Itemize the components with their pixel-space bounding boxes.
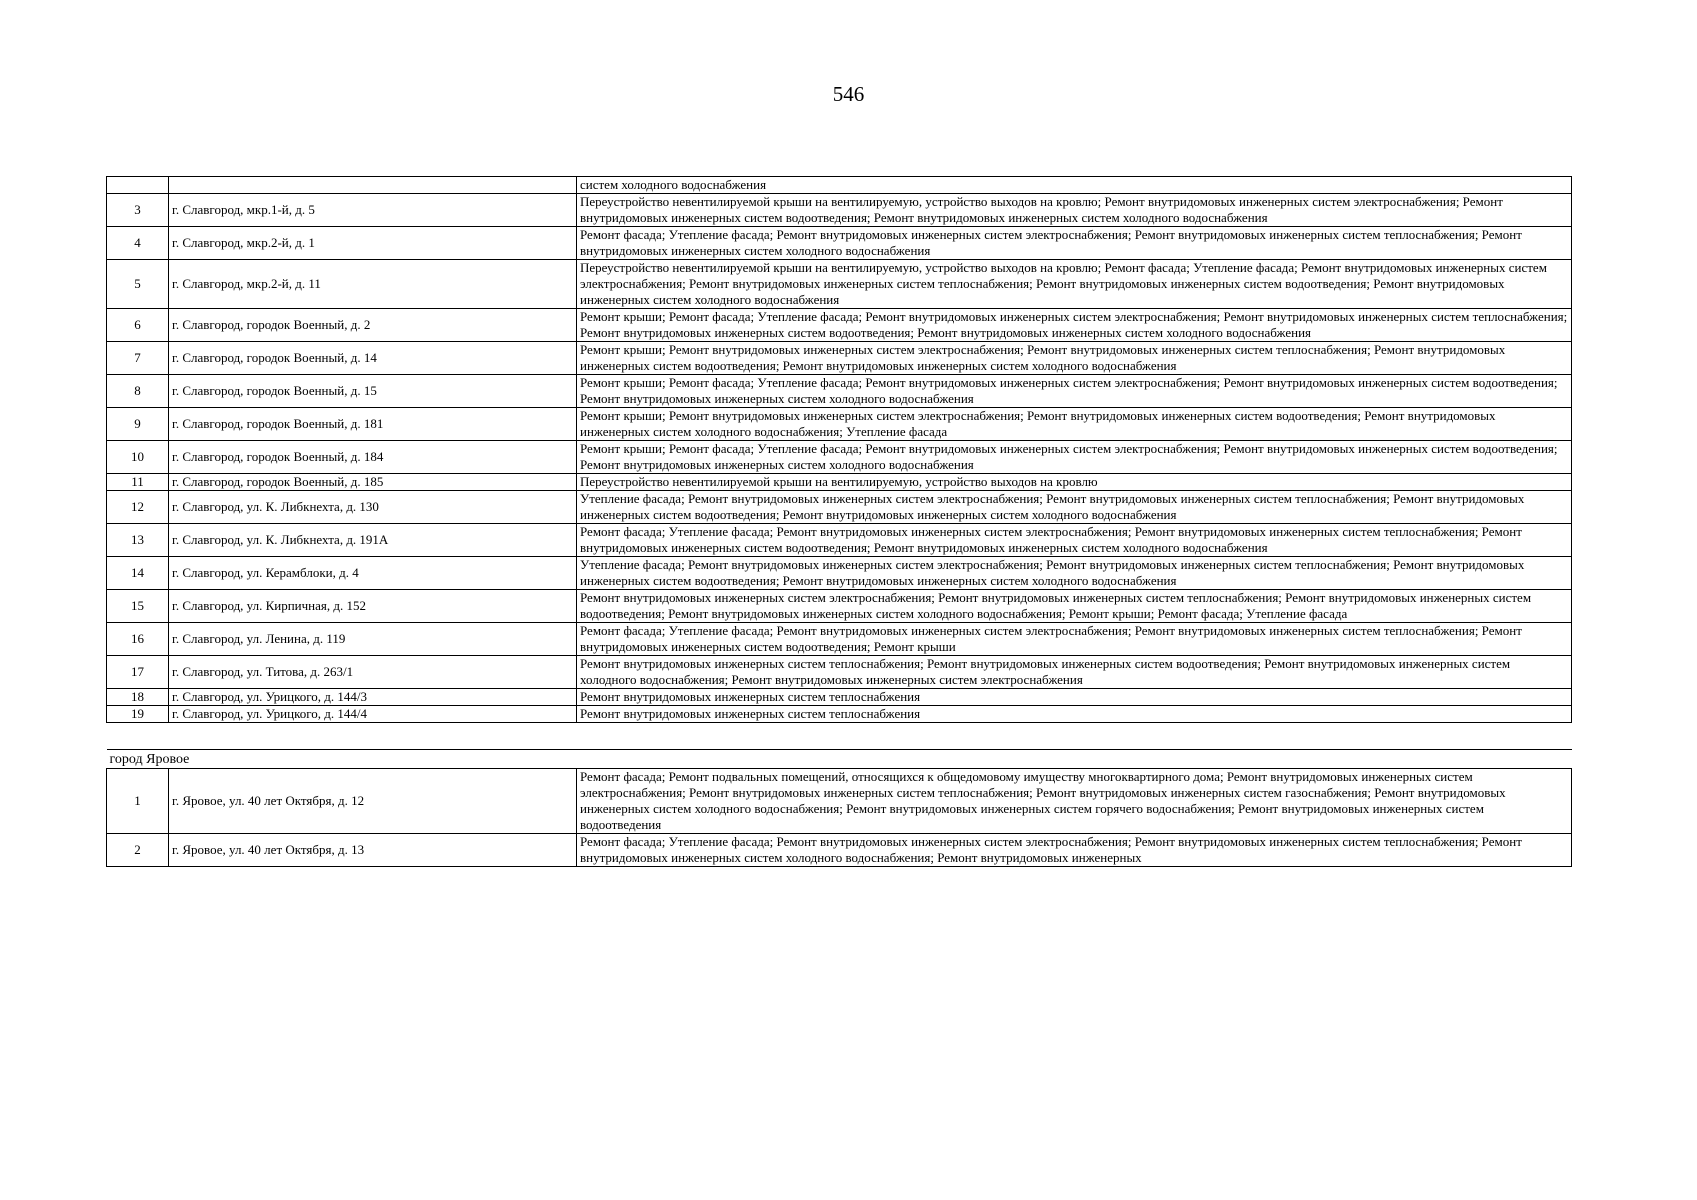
works-cell: Ремонт фасада; Утепление фасада; Ремонт внутридомовых инженерных систем электроснабжения; Ремонт внутридомовых инженерных систем теплоснабжения; Ремонт внутридомовых инженерных систем водоотведения; Ремонт внутридомовых инженерных систем холодного водоснабжения bbox=[577, 524, 1572, 557]
repair-works-table bbox=[106, 176, 1572, 867]
table-row bbox=[107, 474, 1572, 491]
address-cell: г. Славгород, ул. Урицкого, д. 144/4 bbox=[169, 706, 577, 723]
works-cell: Ремонт внутридомовых инженерных систем теплоснабжения bbox=[577, 706, 1572, 723]
table-row bbox=[107, 590, 1572, 623]
works-cell: Ремонт крыши; Ремонт внутридомовых инженерных систем электроснабжения; Ремонт внутридомовых инженерных систем теплоснабжения; Ремонт внутридомовых инженерных систем водоотведения; Ремонт внутридомовых инженерных систем холодного водоснабжения bbox=[577, 342, 1572, 375]
table-row bbox=[107, 769, 1572, 834]
address-cell: г. Славгород, мкр.2-й, д. 11 bbox=[169, 260, 577, 309]
address-cell bbox=[169, 177, 577, 194]
works-cell: Ремонт фасада; Утепление фасада; Ремонт внутридомовых инженерных систем электроснабжения; Ремонт внутридомовых инженерных систем теплоснабжения; Ремонт внутридомовых инженерных систем холодного водоснабжения bbox=[577, 227, 1572, 260]
works-cell: Ремонт фасада; Утепление фасада; Ремонт внутридомовых инженерных систем электроснабжения; Ремонт внутридомовых инженерных систем теплоснабжения; Ремонт внутридомовых инженерных систем холодного водоснабжения; Ремонт внутридомовых инженерных bbox=[577, 834, 1572, 867]
address-cell: г. Яровое, ул. 40 лет Октября, д. 12 bbox=[169, 769, 577, 834]
table-row bbox=[107, 623, 1572, 656]
table-row bbox=[107, 408, 1572, 441]
row-number-cell: 5 bbox=[107, 260, 169, 309]
works-cell: Ремонт крыши; Ремонт внутридомовых инженерных систем электроснабжения; Ремонт внутридомовых инженерных систем водоотведения; Ремонт внутридомовых инженерных систем холодного водоснабжения; Утепление фасада bbox=[577, 408, 1572, 441]
works-cell: Утепление фасада; Ремонт внутридомовых инженерных систем электроснабжения; Ремонт внутридомовых инженерных систем теплоснабжения; Ремонт внутридомовых инженерных систем водоотведения; Ремонт внутридомовых инженерных систем холодного водоснабжения bbox=[577, 557, 1572, 590]
works-cell: Ремонт внутридомовых инженерных систем теплоснабжения bbox=[577, 689, 1572, 706]
row-number-cell: 17 bbox=[107, 656, 169, 689]
works-cell: Ремонт крыши; Ремонт фасада; Утепление фасада; Ремонт внутридомовых инженерных систем электроснабжения; Ремонт внутридомовых инженерных систем водоотведения; Ремонт внутридомовых инженерных систем холодного водоснабжения bbox=[577, 375, 1572, 408]
row-number-cell: 7 bbox=[107, 342, 169, 375]
table-row bbox=[107, 260, 1572, 309]
row-number-cell: 6 bbox=[107, 309, 169, 342]
page-number: 546 bbox=[832, 82, 865, 106]
works-cell: Ремонт фасада; Утепление фасада; Ремонт внутридомовых инженерных систем электроснабжения; Ремонт внутридомовых инженерных систем теплоснабжения; Ремонт внутридомовых инженерных систем водоотведения; Ремонт крыши bbox=[577, 623, 1572, 656]
section-gap-cell bbox=[107, 723, 1572, 750]
row-number-cell: 19 bbox=[107, 706, 169, 723]
row-number-cell: 13 bbox=[107, 524, 169, 557]
table-row bbox=[107, 524, 1572, 557]
address-cell: г. Славгород, ул. К. Либкнехта, д. 191А bbox=[169, 524, 577, 557]
table-row bbox=[107, 375, 1572, 408]
row-number-cell: 9 bbox=[107, 408, 169, 441]
table-row bbox=[107, 309, 1572, 342]
table-row bbox=[107, 491, 1572, 524]
table-row bbox=[107, 656, 1572, 689]
row-number-cell: 8 bbox=[107, 375, 169, 408]
row-number-cell: 15 bbox=[107, 590, 169, 623]
address-cell: г. Славгород, ул. Ленина, д. 119 bbox=[169, 623, 577, 656]
address-cell: г. Славгород, ул. Керамблоки, д. 4 bbox=[169, 557, 577, 590]
address-cell: г. Славгород, ул. Титова, д. 263/1 bbox=[169, 656, 577, 689]
works-cell: Ремонт фасада; Ремонт подвальных помещений, относящихся к общедомовому имуществу многоквартирного дома; Ремонт внутридомовых инженерных систем электроснабжения; Ремонт внутридомовых инженерных систем теплоснабжения; Ремонт внутридомовых инженерных систем газоснабжения; Ремонт внутридомовых инженерных систем холодного водоснабжения; Ремонт внутридомовых инженерных систем горячего водоснабжения; Ремонт внутридомовых инженерных систем водоотведения bbox=[577, 769, 1572, 834]
address-cell: г. Славгород, городок Военный, д. 14 bbox=[169, 342, 577, 375]
row-number-cell: 1 bbox=[107, 769, 169, 834]
section-gap-row bbox=[107, 723, 1572, 750]
row-number-cell: 14 bbox=[107, 557, 169, 590]
address-cell: г. Славгород, городок Военный, д. 15 bbox=[169, 375, 577, 408]
address-cell: г. Славгород, мкр.2-й, д. 1 bbox=[169, 227, 577, 260]
table-row bbox=[107, 342, 1572, 375]
works-cell: Ремонт внутридомовых инженерных систем теплоснабжения; Ремонт внутридомовых инженерных систем водоотведения; Ремонт внутридомовых инженерных систем холодного водоснабжения; Ремонт внутридомовых инженерных систем электроснабжения bbox=[577, 656, 1572, 689]
works-cell: систем холодного водоснабжения bbox=[577, 177, 1572, 194]
works-cell: Утепление фасада; Ремонт внутридомовых инженерных систем электроснабжения; Ремонт внутридомовых инженерных систем теплоснабжения; Ремонт внутридомовых инженерных систем водоотведения; Ремонт внутридомовых инженерных систем холодного водоснабжения bbox=[577, 491, 1572, 524]
section-heading-row bbox=[107, 750, 1572, 769]
row-number-cell: 3 bbox=[107, 194, 169, 227]
address-cell: г. Яровое, ул. 40 лет Октября, д. 13 bbox=[169, 834, 577, 867]
address-cell: г. Славгород, ул. К. Либкнехта, д. 130 bbox=[169, 491, 577, 524]
address-cell: г. Славгород, городок Военный, д. 184 bbox=[169, 441, 577, 474]
address-cell: г. Славгород, мкр.1-й, д. 5 bbox=[169, 194, 577, 227]
row-number-cell: 11 bbox=[107, 474, 169, 491]
row-number-cell: 2 bbox=[107, 834, 169, 867]
row-number-cell: 18 bbox=[107, 689, 169, 706]
address-cell: г. Славгород, ул. Урицкого, д. 144/3 bbox=[169, 689, 577, 706]
table-row bbox=[107, 834, 1572, 867]
works-cell: Ремонт внутридомовых инженерных систем электроснабжения; Ремонт внутридомовых инженерных систем теплоснабжения; Ремонт внутридомовых инженерных систем водоотведения; Ремонт внутридомовых инженерных систем холодного водоснабжения; Ремонт крыши; Ремонт фасада; Утепление фасада bbox=[577, 590, 1572, 623]
address-cell: г. Славгород, городок Военный, д. 2 bbox=[169, 309, 577, 342]
works-cell: Ремонт крыши; Ремонт фасада; Утепление фасада; Ремонт внутридомовых инженерных систем электроснабжения; Ремонт внутридомовых инженерных систем теплоснабжения; Ремонт внутридомовых инженерных систем водоотведения; Ремонт внутридомовых инженерных систем холодного водоснабжения bbox=[577, 309, 1572, 342]
row-number-cell: 4 bbox=[107, 227, 169, 260]
row-number-cell bbox=[107, 177, 169, 194]
row-number-cell: 12 bbox=[107, 491, 169, 524]
table-row bbox=[107, 557, 1572, 590]
table-row bbox=[107, 227, 1572, 260]
row-number-cell: 16 bbox=[107, 623, 169, 656]
continuation-row bbox=[107, 177, 1572, 194]
table-row bbox=[107, 689, 1572, 706]
works-cell: Переустройство невентилируемой крыши на вентилируемую, устройство выходов на кровлю bbox=[577, 474, 1572, 491]
works-cell: Ремонт крыши; Ремонт фасада; Утепление фасада; Ремонт внутридомовых инженерных систем электроснабжения; Ремонт внутридомовых инженерных систем водоотведения; Ремонт внутридомовых инженерных систем холодного водоснабжения bbox=[577, 441, 1572, 474]
address-cell: г. Славгород, ул. Кирпичная, д. 152 bbox=[169, 590, 577, 623]
row-number-cell: 10 bbox=[107, 441, 169, 474]
table-row bbox=[107, 706, 1572, 723]
works-cell: Переустройство невентилируемой крыши на вентилируемую, устройство выходов на кровлю; Ремонт фасада; Утепление фасада; Ремонт внутридомовых инженерных систем электроснабжения; Ремонт внутридомовых инженерных систем теплоснабжения; Ремонт внутридомовых инженерных систем водоотведения; Ремонт внутридомовых инженерных систем холодного водоснабжения bbox=[577, 260, 1572, 309]
table-body bbox=[107, 177, 1572, 867]
table-row bbox=[107, 441, 1572, 474]
address-cell: г. Славгород, городок Военный, д. 181 bbox=[169, 408, 577, 441]
section-heading: город Яровое bbox=[107, 750, 1572, 769]
works-cell: Переустройство невентилируемой крыши на вентилируемую, устройство выходов на кровлю; Ремонт внутридомовых инженерных систем электроснабжения; Ремонт внутридомовых инженерных систем водоотведения; Ремонт внутридомовых инженерных систем холодного водоснабжения bbox=[577, 194, 1572, 227]
table-row bbox=[107, 194, 1572, 227]
address-cell: г. Славгород, городок Военный, д. 185 bbox=[169, 474, 577, 491]
